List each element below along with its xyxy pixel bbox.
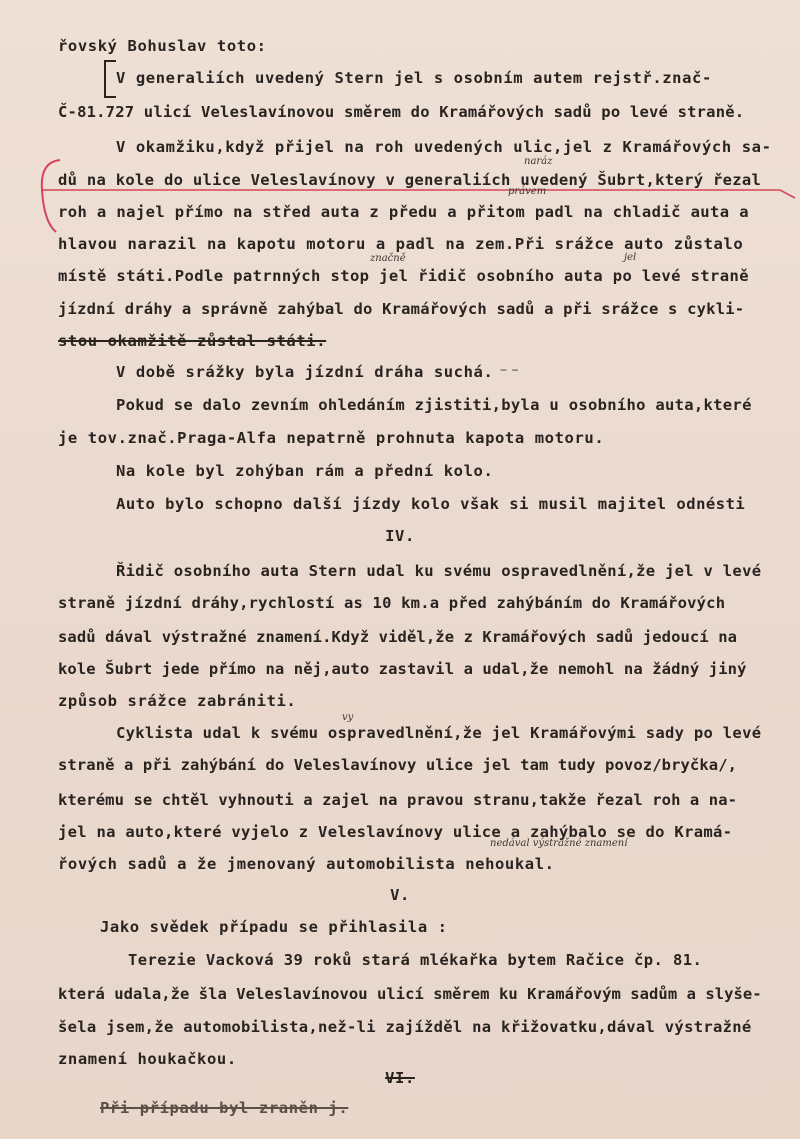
text-line-6: roh a najel přímo na střed auta z předu a přitom padl na chladič auta a [58, 203, 749, 221]
text-line-26: Jako svědek případu se přihlasila : [100, 918, 448, 936]
left-bracket-mark [104, 60, 116, 98]
text-line-25: řových sadů a že jmenovaný automobilista nehoukal. [58, 855, 555, 873]
text-line-22: straně a při zahýbání do Veleslavínovy ulice jel tam tudy povoz/bryčka/, [58, 756, 738, 774]
handwritten-note-4: naráz [524, 156, 553, 167]
text-line-1: řovský Bohuslav toto: [58, 37, 267, 55]
text-line-4: V okamžiku,když přijel na roh uvedených ulic,jel z Kramářových sa- [116, 138, 772, 156]
handwritten-dashes: – – [500, 362, 519, 378]
handwritten-note-5: vy [342, 712, 354, 723]
handwritten-note-2: značně [370, 253, 406, 264]
text-line-24: jel na auto,které vyjelo z Veleslavínovy ulice a zahýbalo se do Kramá- [58, 823, 733, 841]
text-line-12: Pokud se dalo zevním ohledáním zjistiti,byla u osobního auta,které [116, 396, 752, 414]
text-line-9: jízdní dráhy a správně zahýbal do Kramářových sadů a při srážce s cykli- [58, 300, 745, 318]
section-heading-iv: IV. [385, 527, 415, 545]
text-line-14: Na kole byl zohýban rám a přední kolo. [116, 462, 494, 480]
text-line-2: V generaliích uvedený Stern jel s osobním autem rejstř.znač- [116, 69, 712, 87]
handwritten-note-6: nedával výstražné znamení [490, 838, 628, 849]
text-line-18: sadů dával výstražné znamení.Když viděl,že z Kramářových sadů jedoucí na [58, 628, 738, 646]
text-line-15: Auto bylo schopno další jízdy kolo však si musil majitel odnésti [116, 495, 746, 513]
text-line-13: je tov.znač.Praga-Alfa nepatrně prohnuta kapota motoru. [58, 429, 605, 447]
text-line-30: znamení houkačkou. [58, 1050, 237, 1068]
text-line-27: Terezie Vacková 39 roků stará mlékařka bytem Račice čp. 81. [128, 951, 703, 969]
text-line-7: hlavou narazil na kapotu motoru a padl na zem.Při srážce auto zůstalo [58, 235, 744, 253]
section-heading-v: V. [390, 886, 410, 904]
text-line-31: Při případu byl zraněn j. [100, 1099, 349, 1117]
text-line-28: která udala,že šla Veleslavínovou ulicí směrem ku Kramářovým sadům a slyše- [58, 985, 762, 1003]
text-line-8: místě státi.Podle patrnných stop jel řidič osobního auta po levé straně [58, 267, 749, 285]
text-line-29: šela jsem,že automobilista,než-li zajížděl na křižovatku,dával výstražné [58, 1018, 752, 1036]
text-line-11: V době srážky byla jízdní dráha suchá. [116, 363, 494, 381]
handwritten-note-1: právem [508, 186, 547, 197]
text-line-23: kterému se chtěl vyhnouti a zajel na pravou stranu,takže řezal roh a na- [58, 791, 738, 809]
section-heading-vi: VI. [385, 1069, 415, 1087]
text-line-5: dů na kole do ulice Veleslavínovy v generaliích uvedený Šubrt,který řezal [58, 171, 762, 189]
text-line-19: kole Šubrt jede přímo na něj,auto zastavil a udal,že nemohl na žádný jiný [58, 660, 747, 678]
text-line-16: Řidič osobního auta Stern udal ku svému ospravedlnění,že jel v levé [116, 562, 762, 580]
text-line-17: straně jízdní dráhy,rychlostí as 10 km.a před zahýbáním do Kramářových [58, 594, 726, 612]
handwritten-note-3: jel [624, 252, 637, 263]
text-line-20: způsob srážce zabrániti. [58, 692, 297, 710]
text-line-3: Č-81.727 ulicí Veleslavínovou směrem do Kramářových sadů po levé straně. [58, 103, 745, 121]
text-line-10: stou okamžitě zůstal státi. [58, 332, 327, 350]
text-line-21: Cyklista udal k svému ospravedlnění,že jel Kramářovými sady po levé [116, 724, 762, 742]
